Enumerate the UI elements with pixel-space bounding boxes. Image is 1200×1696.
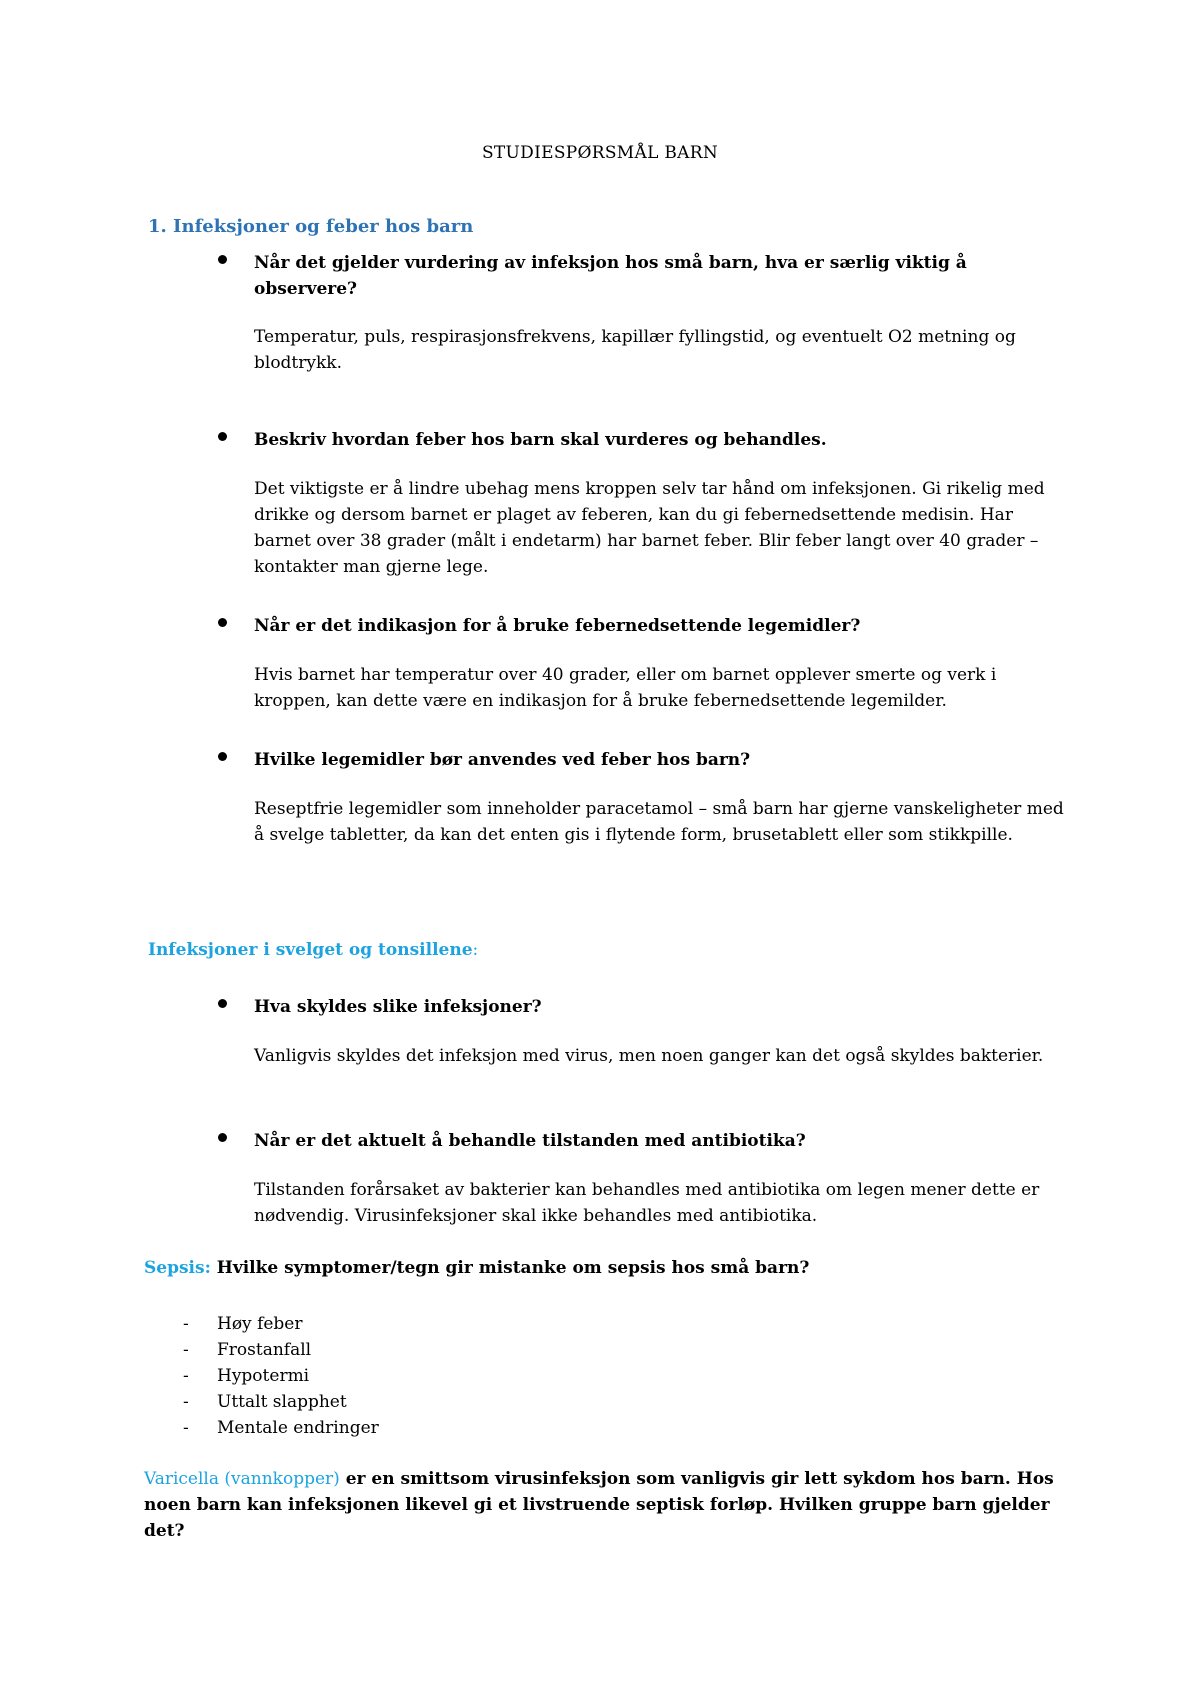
- dash-marker: -: [183, 1418, 189, 1438]
- qa-item: [254, 994, 1074, 1066]
- bullet-icon: [218, 752, 227, 761]
- qa-item: [254, 250, 1074, 373]
- dash-marker: -: [183, 1340, 189, 1360]
- bullet-icon: [218, 999, 227, 1008]
- answer-text: Vanligvis skyldes det infeksjon med virus, men noen ganger kan det også skyldes bakterier.: [254, 1046, 1044, 1066]
- sepsis-label: Sepsis:: [144, 1258, 211, 1278]
- varicella-question: [144, 1466, 1074, 1544]
- answer-text: Temperatur, puls, respirasjonsfrekvens, kapillær fyllingstid, og eventuelt O2 metning og blodtrykk.: [254, 327, 1016, 373]
- symptom-list: [183, 1311, 379, 1441]
- sepsis-question-text: Hvilke symptomer/tegn gir mistanke om sepsis hos små barn?: [216, 1258, 810, 1278]
- dash-marker: -: [183, 1392, 189, 1412]
- list-item: [183, 1363, 379, 1389]
- varicella-question-text: er en smittsom virusinfeksjon som vanligvis gir lett sykdom hos barn. Hos noen barn kan infeksjonen likevel gi et livstruende septisk forløp. Hvilken gruppe barn gjelder det?: [144, 1469, 1054, 1541]
- list-item: [183, 1389, 379, 1415]
- question-text: Når det gjelder vurdering av infeksjon hos små barn, hva er særlig viktig å observere?: [254, 253, 967, 299]
- question-text: Når er det aktuelt å behandle tilstanden med antibiotika?: [254, 1131, 806, 1151]
- dash-marker: -: [183, 1314, 189, 1334]
- qa-item: [254, 747, 1074, 845]
- symptom-text: Mentale endringer: [217, 1418, 379, 1438]
- qa-item: [254, 1128, 1074, 1226]
- answer-text: Hvis barnet har temperatur over 40 grader, eller om barnet opplever smerte og verk i kroppen, kan dette være en indikasjon for å bruke febernedsettende legemilder.: [254, 665, 997, 711]
- list-item: [183, 1415, 379, 1441]
- subheading-colon: :: [472, 940, 479, 960]
- bullet-icon: [218, 618, 227, 627]
- qa-item: [254, 613, 1074, 711]
- symptom-text: Høy feber: [217, 1314, 303, 1334]
- list-item: [183, 1337, 379, 1363]
- symptom-text: Hypotermi: [217, 1366, 310, 1386]
- qa-item: [254, 427, 1074, 577]
- symptom-text: Frostanfall: [217, 1340, 312, 1360]
- section-heading-infections-fever: 1. Infeksjoner og feber hos barn: [148, 216, 474, 237]
- answer-text: Reseptfrie legemidler som inneholder paracetamol – små barn har gjerne vanskeligheter med å svelge tabletter, da kan det enten gis i flytende form, brusetablett eller som stikkpille.: [254, 799, 1064, 845]
- bullet-icon: [218, 255, 227, 264]
- dash-marker: -: [183, 1366, 189, 1386]
- answer-text: Tilstanden forårsaket av bakterier kan behandles med antibiotika om legen mener dette er nødvendig. Virusinfeksjoner skal ikke behandles med antibiotika.: [254, 1180, 1040, 1226]
- list-item: [183, 1311, 379, 1337]
- subheading-text: Infeksjoner i svelget og tonsillene: [148, 940, 473, 960]
- symptom-text: Uttalt slapphet: [217, 1392, 347, 1412]
- answer-text: Det viktigste er å lindre ubehag mens kroppen selv tar hånd om infeksjonen. Gi rikelig med drikke og dersom barnet er plaget av feberen, kan du gi febernedsettende medisin. Har barnet over 38 grader (målt i endetarm) har barnet feber. Blir feber langt over 40 grader – kontakter man gjerne lege.: [254, 479, 1045, 577]
- varicella-label: Varicella (vannkopper): [144, 1469, 340, 1489]
- question-text: Hvilke legemidler bør anvendes ved feber hos barn?: [254, 750, 751, 770]
- subheading-throat-tonsil-infections: [148, 940, 478, 960]
- document-title: STUDIESPØRSMÅL BARN: [481, 143, 719, 163]
- question-text: Når er det indikasjon for å bruke febernedsettende legemidler?: [254, 616, 861, 636]
- sepsis-question: [144, 1258, 809, 1278]
- bullet-icon: [218, 432, 227, 441]
- bullet-icon: [218, 1133, 227, 1142]
- question-text: Beskriv hvordan feber hos barn skal vurderes og behandles.: [254, 430, 827, 450]
- question-text: Hva skyldes slike infeksjoner?: [254, 997, 542, 1017]
